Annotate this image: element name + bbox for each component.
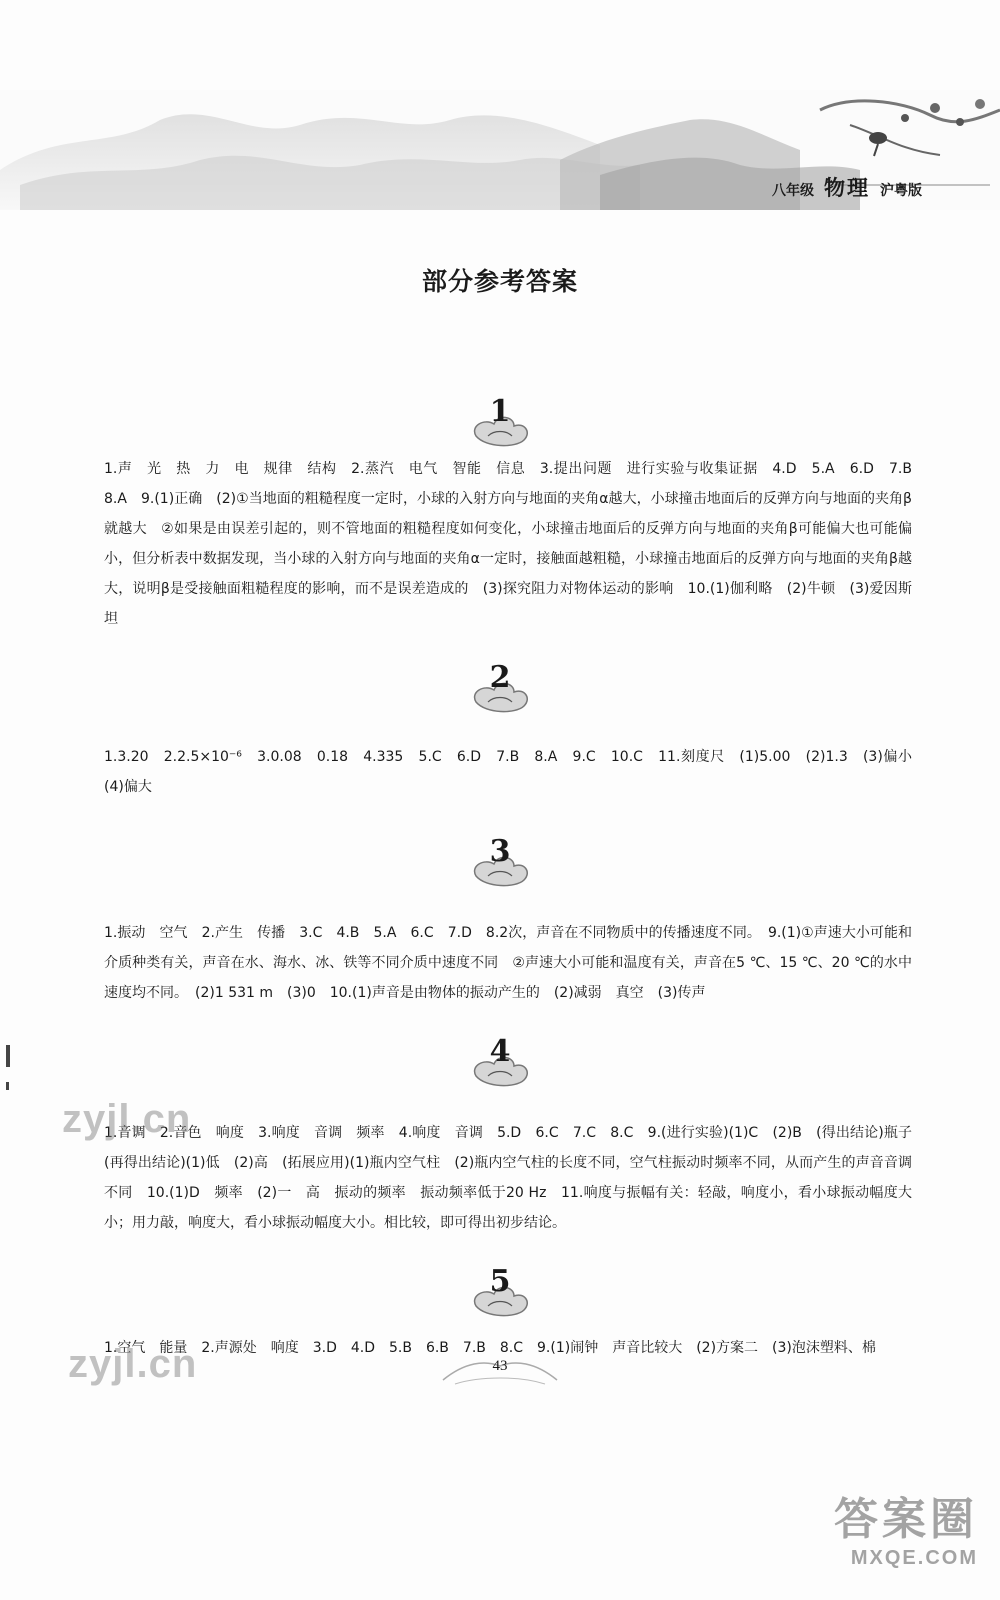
- corner-watermark: [834, 1483, 978, 1570]
- page-number: 43: [492, 1358, 508, 1374]
- section-number-5: [460, 1262, 540, 1332]
- answers-section-2: 1.3.20 2.2.5×10⁻⁶ 3.0.08 0.18 4.335 5.C 6.D 7.B 8.A 9.C 10.C 11.刻度尺 (1)5.00 (2)1.3 (3)偏小 (4)偏大: [104, 749, 926, 795]
- section-number-text: 4: [489, 1034, 511, 1069]
- answers-section-4: 1.音调 2.音色 响度 3.响度 音调 频率 4.响度 音调 5.D 6.C 7.C 8.C 9.(进行实验)(1)C (2)B (得出结论)瓶子 (再得出结论)(1)低 (2)高 (拓展应用)(1)瓶内空气柱 (2)瓶内空气柱的长度不同，空气柱振动时频率不同，从而产生的声音音调不同 10.(1)D 频率 (2)一 高 振动的频率 振动频率低于20 Hz 11.响度与振幅有关：轻敲，响度小，看小球振动幅度大小；用力敲，响度大，看小球振动幅度大小。相比较，即可得出初步结论。: [104, 1125, 926, 1231]
- answers-section-3: 1.振动 空气 2.产生 传播 3.C 4.B 5.A 6.C 7.D 8.2次，声音在不同物质中的传播速度不同。 9.(1)①声速大小可能和介质种类有关，声音在水、海水、冰、铁等不同介质中速度不同 ②声速大小可能和温度有关，声音在5 ℃、15 ℃、20 ℃的水中速度均不同。 (2)1 531 m (3)0 10.(1)声音是由物体的振动产生的 (2)减弱 真空 (3)传声: [104, 925, 912, 1001]
- scan-edge-mark: [6, 1082, 9, 1090]
- page-title: 部分参考答案: [421, 267, 578, 296]
- answers-section-5: 1.空气 能量 2.声源处 响度 3.D 4.D 5.B 6.B 7.B 8.C 9.(1)闹钟 声音比较大 (2)方案二 (3)泡沫塑料、棉: [104, 1340, 876, 1356]
- corner-watermark-domain: MXQE.COM: [850, 1547, 978, 1569]
- section-number-text: 1: [489, 394, 511, 429]
- section-number-2: [460, 658, 540, 728]
- corner-watermark-cn: 答案圈: [834, 1495, 978, 1544]
- subject-label: 物理: [824, 175, 870, 200]
- section-number-1: [460, 392, 540, 462]
- scan-edge-mark: [6, 1045, 10, 1067]
- section-number-text: 3: [489, 834, 511, 869]
- watermark-zyjl-bottom: zyjl.cn: [68, 1342, 198, 1386]
- section-number-4: [460, 1032, 540, 1102]
- watermark-zyjl-top: zyjl.cn: [62, 1097, 192, 1141]
- section-number-text: 2: [489, 660, 511, 695]
- section-number-text: 5: [489, 1264, 511, 1299]
- section-number-3: [460, 832, 540, 902]
- edition-label: 沪粤版: [880, 183, 922, 199]
- grade-label: 八年级: [772, 183, 814, 199]
- book-header-tag: [772, 172, 922, 202]
- answers-section-1: 1.声 光 热 力 电 规律 结构 2.蒸汽 电气 智能 信息 3.提出问题 进行实验与收集证据 4.D 5.A 6.D 7.B 8.A 9.(1)正确 (2)①当地面的粗糙程度一定时，小球的入射方向与地面的夹角α越大，小球撞击地面后的反弹方向与地面的夹角β就越大 ②如果是由误差引起的，则不管地面的粗糙程度如何变化，小球撞击地面后的反弹方向与地面的夹角β可能偏大也可能偏小，但分析表中数据发现，当小球的入射方向与地面的夹角α一定时，接触面越粗糙，小球撞击地面后的反弹方向与地面的夹角β越大，说明β是受接触面粗糙程度的影响，而不是误差造成的 (3)探究阻力对物体运动的影响 10.(1)伽利略 (2)牛顿 (3)爱因斯坦: [104, 461, 926, 627]
